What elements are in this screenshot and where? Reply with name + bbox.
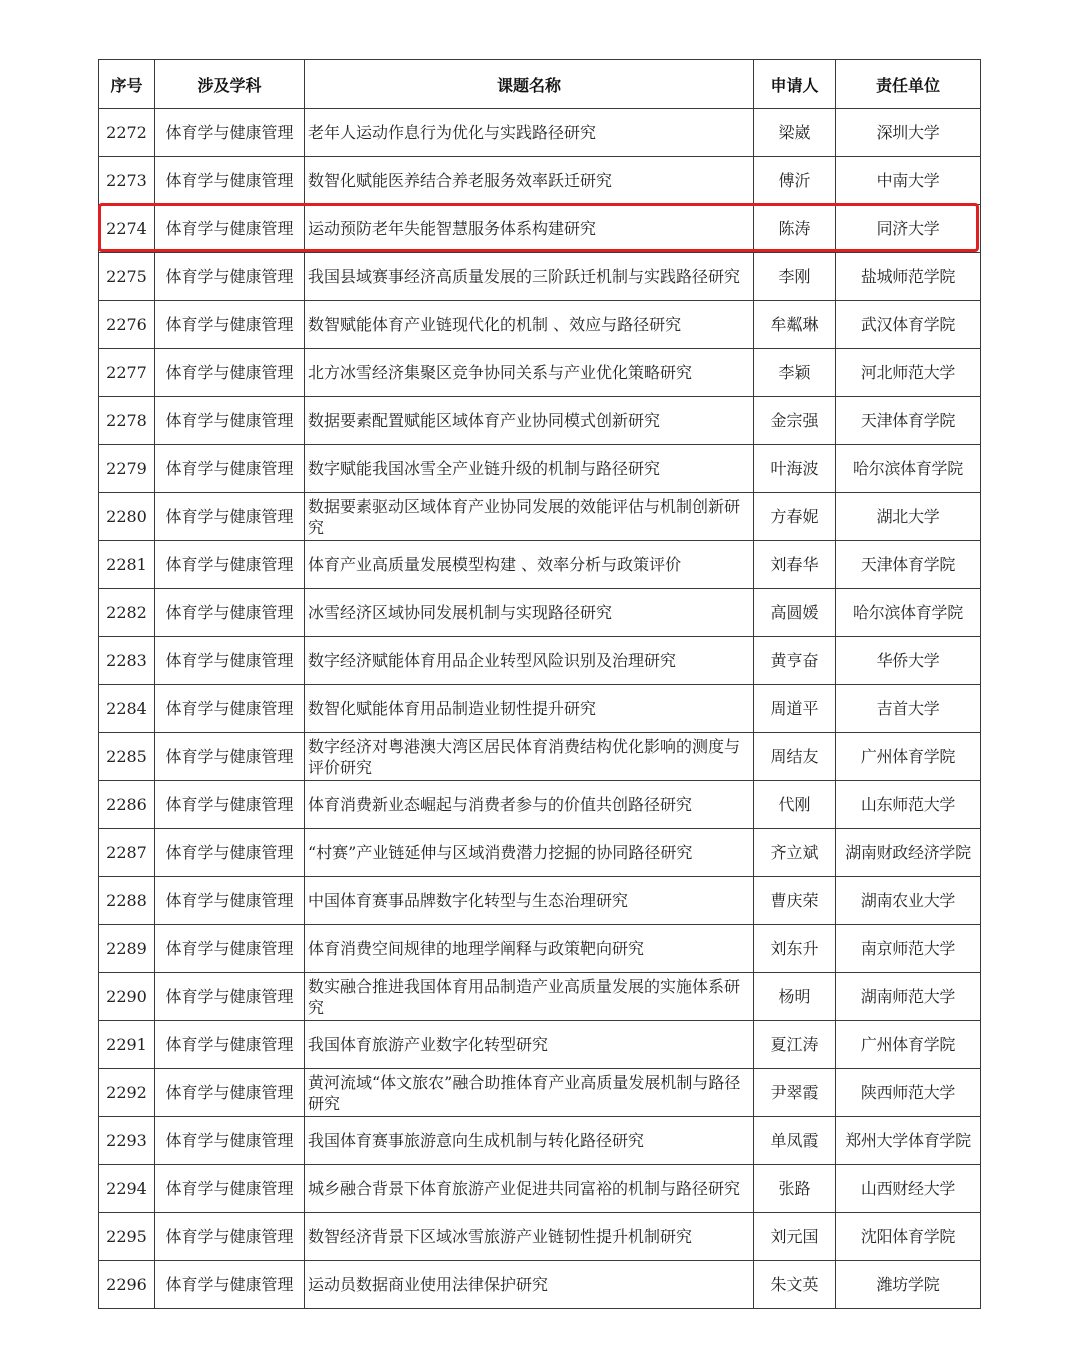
row-subject: 体育学与健康管理	[155, 1213, 305, 1261]
row-unit: 同济大学	[836, 205, 981, 253]
row-applicant: 牟粼琳	[754, 301, 836, 349]
row-index: 2273	[99, 157, 155, 205]
row-unit: 湖南师范大学	[836, 973, 981, 1021]
row-applicant: 方春妮	[754, 493, 836, 541]
row-unit: 中南大学	[836, 157, 981, 205]
header-applicant: 申请人	[754, 60, 836, 109]
row-title: 我国县域赛事经济高质量发展的三阶跃迁机制与实践路径研究	[305, 253, 754, 301]
table-row	[99, 925, 981, 973]
row-index: 2279	[99, 445, 155, 493]
row-subject: 体育学与健康管理	[155, 541, 305, 589]
row-unit: 广州体育学院	[836, 733, 981, 781]
table-row	[99, 541, 981, 589]
row-unit: 武汉体育学院	[836, 301, 981, 349]
row-unit: 山东师范大学	[836, 781, 981, 829]
table-row	[99, 781, 981, 829]
table-row	[99, 397, 981, 445]
row-index: 2282	[99, 589, 155, 637]
row-unit: 华侨大学	[836, 637, 981, 685]
table-row	[99, 637, 981, 685]
row-unit: 哈尔滨体育学院	[836, 589, 981, 637]
row-subject: 体育学与健康管理	[155, 301, 305, 349]
table-row	[99, 685, 981, 733]
row-applicant: 黄亨奋	[754, 637, 836, 685]
row-unit: 湖南财政经济学院	[836, 829, 981, 877]
table-row	[99, 973, 981, 1021]
row-index: 2272	[99, 109, 155, 157]
row-title: 体育消费空间规律的地理学阐释与政策靶向研究	[305, 925, 754, 973]
row-subject: 体育学与健康管理	[155, 1165, 305, 1213]
table-row	[99, 733, 981, 781]
table-row	[99, 1117, 981, 1165]
row-index: 2278	[99, 397, 155, 445]
row-unit: 河北师范大学	[836, 349, 981, 397]
row-applicant: 叶海波	[754, 445, 836, 493]
row-applicant: 刘东升	[754, 925, 836, 973]
row-title: 数智化赋能体育用品制造业韧性提升研究	[305, 685, 754, 733]
row-index: 2293	[99, 1117, 155, 1165]
table-row	[99, 157, 981, 205]
row-subject: 体育学与健康管理	[155, 781, 305, 829]
row-subject: 体育学与健康管理	[155, 1021, 305, 1069]
table-row	[99, 205, 981, 253]
row-subject: 体育学与健康管理	[155, 253, 305, 301]
row-title: 运动员数据商业使用法律保护研究	[305, 1261, 754, 1309]
row-unit: 天津体育学院	[836, 541, 981, 589]
row-index: 2285	[99, 733, 155, 781]
header-subject: 涉及学科	[155, 60, 305, 109]
table-row	[99, 1165, 981, 1213]
row-title: 数字赋能我国冰雪全产业链升级的机制与路径研究	[305, 445, 754, 493]
row-subject: 体育学与健康管理	[155, 157, 305, 205]
row-subject: 体育学与健康管理	[155, 637, 305, 685]
row-index: 2284	[99, 685, 155, 733]
row-applicant: 朱文英	[754, 1261, 836, 1309]
table-row	[99, 1021, 981, 1069]
row-title: 老年人运动作息行为优化与实践路径研究	[305, 109, 754, 157]
row-unit: 南京师范大学	[836, 925, 981, 973]
row-applicant: 傅沂	[754, 157, 836, 205]
row-applicant: 曹庆荣	[754, 877, 836, 925]
row-subject: 体育学与健康管理	[155, 349, 305, 397]
row-index: 2294	[99, 1165, 155, 1213]
row-index: 2277	[99, 349, 155, 397]
table-row	[99, 253, 981, 301]
row-applicant: 高圆媛	[754, 589, 836, 637]
row-index: 2275	[99, 253, 155, 301]
table-row	[99, 493, 981, 541]
row-subject: 体育学与健康管理	[155, 109, 305, 157]
row-title: 数据要素配置赋能区域体育产业协同模式创新研究	[305, 397, 754, 445]
row-subject: 体育学与健康管理	[155, 1117, 305, 1165]
row-unit: 陕西师范大学	[836, 1069, 981, 1117]
header-unit: 责任单位	[836, 60, 981, 109]
row-title: 数智赋能体育产业链现代化的机制 、效应与路径研究	[305, 301, 754, 349]
row-index: 2283	[99, 637, 155, 685]
row-title: 数据要素驱动区域体育产业协同发展的效能评估与机制创新研究	[305, 493, 754, 541]
row-applicant: 齐立斌	[754, 829, 836, 877]
row-title: “村赛”产业链延伸与区域消费潜力挖掘的协同路径研究	[305, 829, 754, 877]
table-header	[99, 60, 981, 109]
header-index: 序号	[99, 60, 155, 109]
row-subject: 体育学与健康管理	[155, 925, 305, 973]
table-row	[99, 829, 981, 877]
row-subject: 体育学与健康管理	[155, 205, 305, 253]
table-row	[99, 1261, 981, 1309]
row-subject: 体育学与健康管理	[155, 685, 305, 733]
row-title: 我国体育赛事旅游意向生成机制与转化路径研究	[305, 1117, 754, 1165]
row-applicant: 刘元国	[754, 1213, 836, 1261]
row-index: 2296	[99, 1261, 155, 1309]
row-title: 体育产业高质量发展模型构建 、效率分析与政策评价	[305, 541, 754, 589]
row-index: 2290	[99, 973, 155, 1021]
row-unit: 潍坊学院	[836, 1261, 981, 1309]
row-index: 2289	[99, 925, 155, 973]
row-index: 2281	[99, 541, 155, 589]
row-title: 数字经济赋能体育用品企业转型风险识别及治理研究	[305, 637, 754, 685]
row-applicant: 李颖	[754, 349, 836, 397]
row-applicant: 刘春华	[754, 541, 836, 589]
table-row	[99, 349, 981, 397]
row-subject: 体育学与健康管理	[155, 973, 305, 1021]
row-index: 2287	[99, 829, 155, 877]
row-index: 2276	[99, 301, 155, 349]
row-unit: 盐城师范学院	[836, 253, 981, 301]
row-unit: 深圳大学	[836, 109, 981, 157]
row-applicant: 代刚	[754, 781, 836, 829]
row-unit: 湖南农业大学	[836, 877, 981, 925]
row-title: 数智经济背景下区域冰雪旅游产业链韧性提升机制研究	[305, 1213, 754, 1261]
row-applicant: 单凤霞	[754, 1117, 836, 1165]
row-applicant: 陈涛	[754, 205, 836, 253]
table-row	[99, 589, 981, 637]
row-unit: 广州体育学院	[836, 1021, 981, 1069]
row-unit: 湖北大学	[836, 493, 981, 541]
row-title: 体育消费新业态崛起与消费者参与的价值共创路径研究	[305, 781, 754, 829]
table-row	[99, 1213, 981, 1261]
row-applicant: 梁崴	[754, 109, 836, 157]
table-row	[99, 877, 981, 925]
row-applicant: 张路	[754, 1165, 836, 1213]
row-subject: 体育学与健康管理	[155, 1261, 305, 1309]
row-applicant: 夏江涛	[754, 1021, 836, 1069]
row-index: 2274	[99, 205, 155, 253]
row-applicant: 杨明	[754, 973, 836, 1021]
table-row	[99, 109, 981, 157]
row-title: 城乡融合背景下体育旅游产业促进共同富裕的机制与路径研究	[305, 1165, 754, 1213]
row-index: 2280	[99, 493, 155, 541]
row-applicant: 金宗强	[754, 397, 836, 445]
row-unit: 沈阳体育学院	[836, 1213, 981, 1261]
row-title: 数字经济对粤港澳大湾区居民体育消费结构优化影响的测度与评价研究	[305, 733, 754, 781]
row-unit: 天津体育学院	[836, 397, 981, 445]
row-unit: 郑州大学体育学院	[836, 1117, 981, 1165]
row-unit: 山西财经大学	[836, 1165, 981, 1213]
row-title: 北方冰雪经济集聚区竞争协同关系与产业优化策略研究	[305, 349, 754, 397]
row-title: 冰雪经济区域协同发展机制与实现路径研究	[305, 589, 754, 637]
row-subject: 体育学与健康管理	[155, 445, 305, 493]
row-title: 运动预防老年失能智慧服务体系构建研究	[305, 205, 754, 253]
row-applicant: 周结友	[754, 733, 836, 781]
row-subject: 体育学与健康管理	[155, 733, 305, 781]
row-index: 2291	[99, 1021, 155, 1069]
row-applicant: 尹翠霞	[754, 1069, 836, 1117]
project-list-table	[98, 59, 981, 1309]
row-title: 黄河流域“体文旅农”融合助推体育产业高质量发展机制与路径研究	[305, 1069, 754, 1117]
row-subject: 体育学与健康管理	[155, 829, 305, 877]
row-title: 数智化赋能医养结合养老服务效率跃迁研究	[305, 157, 754, 205]
row-subject: 体育学与健康管理	[155, 493, 305, 541]
row-unit: 吉首大学	[836, 685, 981, 733]
row-title: 中国体育赛事品牌数字化转型与生态治理研究	[305, 877, 754, 925]
table-row	[99, 1069, 981, 1117]
table-body	[99, 109, 981, 1309]
row-index: 2292	[99, 1069, 155, 1117]
row-unit: 哈尔滨体育学院	[836, 445, 981, 493]
row-title: 我国体育旅游产业数字化转型研究	[305, 1021, 754, 1069]
row-index: 2288	[99, 877, 155, 925]
row-subject: 体育学与健康管理	[155, 589, 305, 637]
header-title: 课题名称	[305, 60, 754, 109]
row-title: 数实融合推进我国体育用品制造产业高质量发展的实施体系研究	[305, 973, 754, 1021]
row-subject: 体育学与健康管理	[155, 877, 305, 925]
row-applicant: 周道平	[754, 685, 836, 733]
row-applicant: 李刚	[754, 253, 836, 301]
row-index: 2295	[99, 1213, 155, 1261]
header-row	[99, 60, 981, 109]
row-subject: 体育学与健康管理	[155, 1069, 305, 1117]
table-row	[99, 301, 981, 349]
row-subject: 体育学与健康管理	[155, 397, 305, 445]
table-row	[99, 445, 981, 493]
row-index: 2286	[99, 781, 155, 829]
